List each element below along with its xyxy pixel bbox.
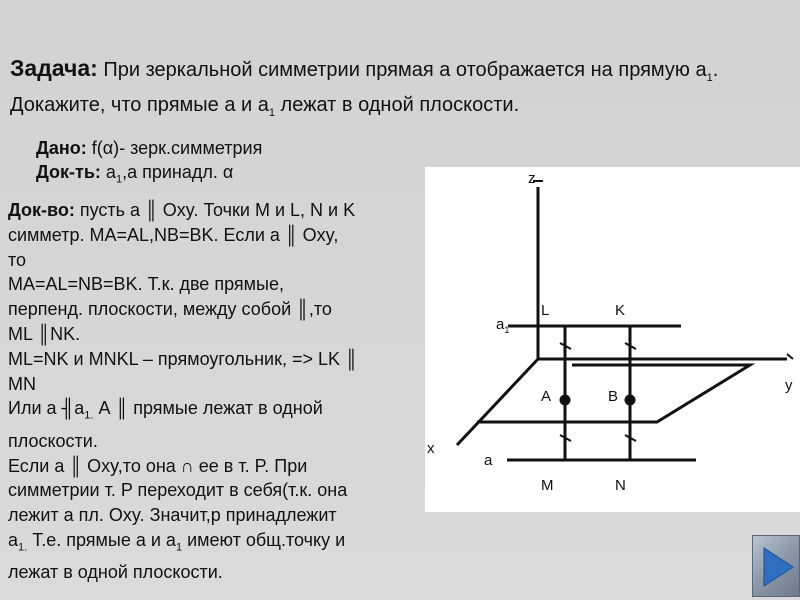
k-label: K — [615, 302, 626, 319]
x-axis — [457, 359, 538, 445]
b-point-label: B — [608, 388, 619, 405]
task-statement: Задача: При зеркальной симметрии прямая а отображается на прямую $а_1$. Докажите, что прямые а и $а_1$ лежат в одной плоскости. — [10, 55, 719, 119]
a1-label: $а_1$ — [496, 316, 510, 335]
z-label: z — [528, 170, 536, 187]
given-block: Дано: f(α)- зерк.симметрия Док-ть: $а_1,а$ принадл. α — [36, 138, 263, 186]
prove-label: Док-ть: — [36, 162, 101, 182]
given-text: f(α)- зерк.симметрия — [86, 138, 263, 158]
proof-block: Док-во: пусть а ║ Oxy. Точки M и L, N и K симметр. MA=AL,NB=BK. Если а ║ Oxy, то MA=AL=NB=BK. Т.к. две прямые, перпенд. плоскости, между собой ║,то ML ║NK. ML=NK и MNKL – прямоугольник, => LK ║ MN Или а $╢а_{1.}$ А ║ прямые лежат в одной плоскости. Если а ║ Oxy,то она ∩ ее в т. P. При симметрии т. P переходит в себя(т.к. она лежит а пл. Oxy. Значит,р принадлежит $а_{1.}$ Т.е. прямые а и $а_1$ имеют общ.точку и лежат в одной плоскости. — [8, 200, 358, 583]
given-label: Дано: — [36, 138, 87, 158]
a-label: а — [484, 452, 493, 469]
n-label: N — [615, 477, 626, 494]
diagram-drawing — [425, 167, 800, 512]
x-label: x — [427, 440, 435, 457]
y-label: y — [785, 377, 793, 394]
play-triangle-icon — [753, 536, 800, 598]
y-axis-end — [787, 354, 793, 359]
proof-label: Док-во: — [8, 200, 75, 220]
point-b — [625, 395, 636, 406]
geometry-diagram — [425, 167, 800, 512]
task-line2: Докажите, что прямые а и а — [10, 94, 269, 116]
next-slide-button[interactable] — [752, 535, 800, 597]
task-label: Задача: — [10, 55, 98, 81]
m-label: M — [541, 477, 554, 494]
a-point-label: A — [541, 388, 552, 405]
l-label: L — [541, 302, 550, 319]
point-a — [560, 395, 571, 406]
task-line1: При зеркальной симметрии прямая а отображается на прямую а — [97, 59, 707, 81]
